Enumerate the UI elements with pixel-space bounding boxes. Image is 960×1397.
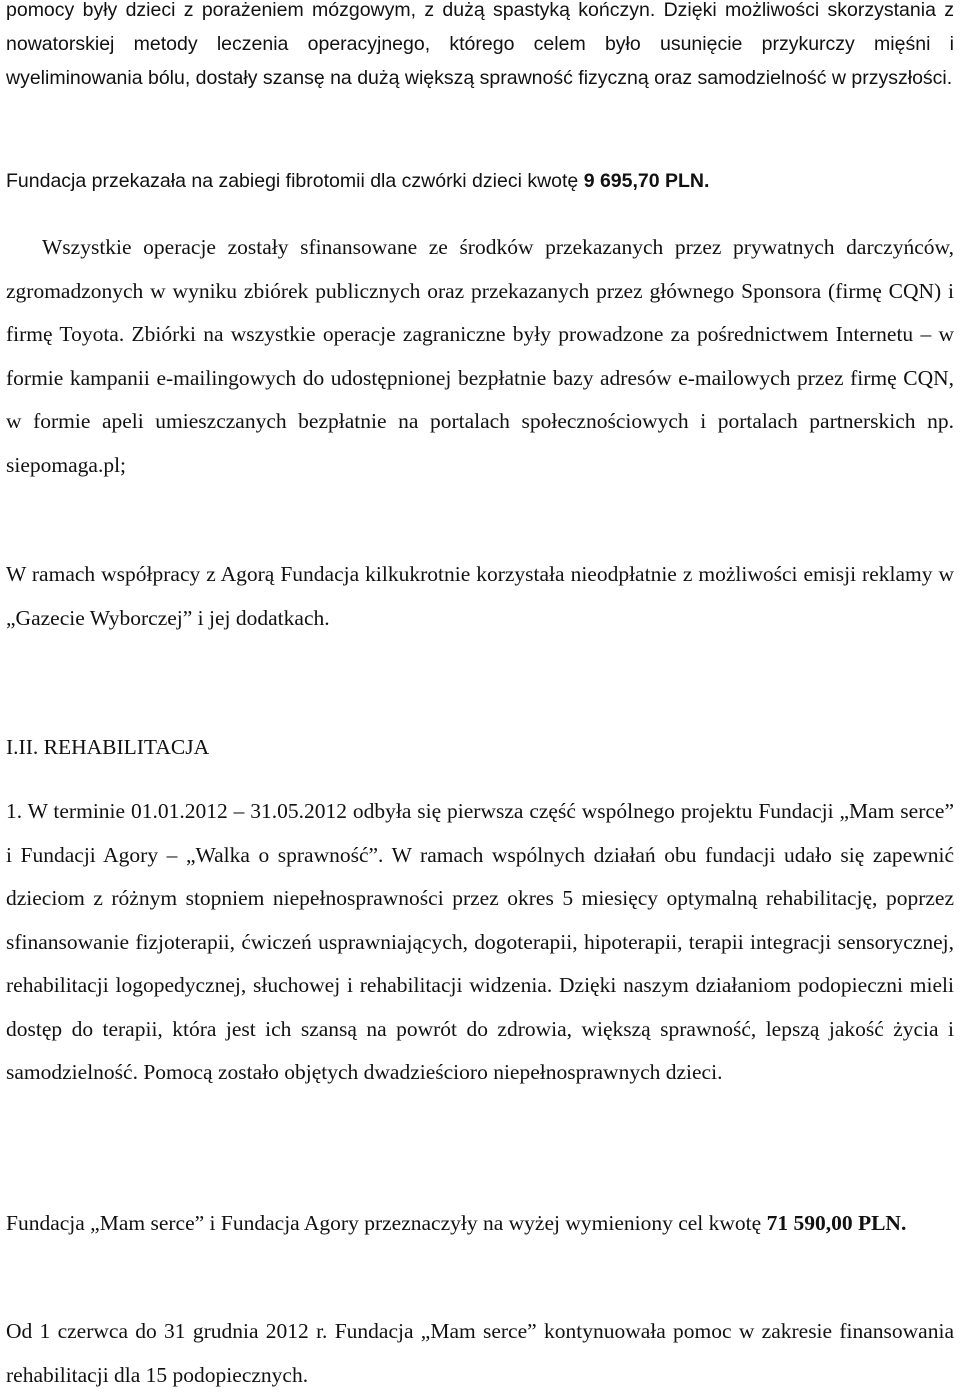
intro-paragraph (6, 0, 954, 95)
fibrotomy-amount: 9 695,70 PLN. (583, 170, 710, 192)
june-paragraph (6, 1310, 954, 1397)
agora-text: W ramach współpracy z Agorą Fundacja kilkukrotnie korzystała nieodpłatnie z możliwości emisji reklamy w „Gazecie Wyborczej” i jej dodatkach. (6, 562, 954, 630)
rehab-text: 1. W terminie 01.01.2012 – 31.05.2012 odbyła się pierwsza część wspólnego projektu Fundacji „Mam serce” i Fundacji Agory – „Walka o sprawność”. W ramach wspólnych działań obu fundacji udało się zapewnić dzieciom z różnym stopniem niepełnosprawności przez okres 5 miesięcy optymalną rehabilitację, poprzez sfinansowanie fizjoterapii, ćwiczeń usprawniających, dogoterapii, hipoterapii, terapii integracji sensorycznej, rehabilitacji logopedycznej, słuchowej i rehabilitacji widzenia. Dzięki naszym działaniom podopieczni mieli dostęp do terapii, która jest ich szansą na powrót do zdrowia, większą sprawność, lepszą jakość życia i samodzielność. Pomocą zostało objętych dwadzieścioro niepełnosprawnych dzieci. (6, 799, 954, 1084)
section-heading: I.II. REHABILITACJA (6, 735, 210, 759)
rehab-amount-paragraph (6, 1202, 954, 1246)
operations-paragraph (6, 226, 954, 487)
rehab-amount-value: 71 590,00 PLN. (766, 1211, 907, 1235)
rehab-paragraph (6, 790, 954, 1095)
agora-paragraph (6, 553, 954, 640)
fibrotomy-text: Fundacja przekazała na zabiegi fibrotomii dla czwórki dzieci kwotę (6, 170, 584, 192)
intro-text: pomocy były dzieci z porażeniem mózgowym, z dużą spastyką kończyn. Dzięki możliwości skorzystania z nowatorskiej metody leczenia operacyjnego, którego celem było usunięcie przykurczy mięśni i wyeliminowania bólu, dostały szansę na dużą większą sprawność fizyczną oraz samodzielność w przyszłości. (6, 0, 954, 89)
june-text: Od 1 czerwca do 31 grudnia 2012 r. Fundacja „Mam serce” kontynuowała pomoc w zakresie finansowania rehabilitacji dla 15 podopiecznych. (6, 1319, 954, 1387)
fibrotomy-paragraph (6, 164, 954, 198)
rehab-amount-text: Fundacja „Mam serce” i Fundacja Agory przeznaczyły na wyżej wymieniony cel kwotę (6, 1211, 767, 1235)
operations-text: Wszystkie operacje zostały sfinansowane ze środków przekazanych przez prywatnych darczyńców, zgromadzonych w wyniku zbiórek publicznych oraz przekazanych przez głównego Sponsora (firmę CQN) i firmę Toyota. Zbiórki na wszystkie operacje zagraniczne były prowadzone za pośrednictwem Internetu – w formie kampanii e-mailingowych do udostępnionej bezpłatnie bazy adresów e-mailowych przez firmę CQN, w formie apeli umieszczanych bezpłatnie na portalach społecznościowych i portalach partnerskich np. siepomaga.pl; (6, 235, 954, 477)
